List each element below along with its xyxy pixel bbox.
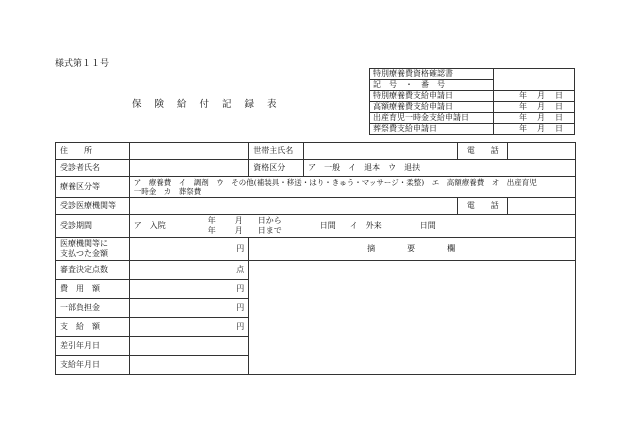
cert-label-childbirth-date: 出産育児一時金支給申請日 (370, 113, 494, 124)
institution-phone-field[interactable] (508, 198, 576, 215)
cert-value-qualification[interactable] (494, 69, 575, 91)
cost-label: 費 用 額 (56, 280, 130, 299)
institution-label: 受診医療機関等 (56, 198, 130, 215)
pay-date-field[interactable] (129, 356, 248, 375)
cert-value-special-date[interactable]: 年 月 日 (494, 91, 575, 102)
review-points-field[interactable]: 点 (129, 261, 248, 280)
cert-label-high-cost-date: 高額療養費支給申請日 (370, 102, 494, 113)
address-label: 住 所 (56, 143, 130, 160)
category-label: 療養区分等 (56, 177, 130, 198)
deduct-date-field[interactable] (129, 337, 248, 356)
category-options-line1: ア 療養費 イ 調剤 ウ その他(補装具・移送・はり・きゅう・マッサージ・柔整) エ 高額療養費 オ 出産育児 (133, 178, 537, 187)
period-year-2: 年 (207, 226, 216, 235)
payment-label: 支 給 額 (56, 318, 130, 337)
cert-label-funeral-date: 葬祭費支給申請日 (370, 124, 494, 135)
review-points-label: 審査決定点数 (56, 261, 130, 280)
paid-amount-label: 医療機関等に 支払つた金額 (56, 238, 130, 261)
cert-label-qualification: 特別療養費資格確認書 (370, 69, 494, 80)
cert-value-high-cost-date[interactable]: 年 月 日 (494, 102, 575, 113)
period-month-1: 月 (234, 216, 243, 225)
cert-label-special-date: 特別療養費支給申請日 (370, 91, 494, 102)
phone-label: 電 話 (458, 143, 508, 160)
cert-label-number: 記 号 ・ 番 号 (370, 80, 494, 91)
period-inpatient: ア 入院 (133, 221, 166, 230)
qualification-options[interactable]: ア 一般 イ 退本 ウ 退扶 (304, 160, 576, 177)
period-label: 受診期間 (56, 215, 130, 238)
copay-field[interactable]: 円 (129, 299, 248, 318)
document-title: 保険給付記録表 (132, 99, 290, 110)
recipient-label: 受診者氏名 (56, 160, 130, 177)
period-field[interactable] (129, 215, 575, 238)
institution-phone-label: 電 話 (458, 198, 508, 215)
period-month-2: 月 (234, 226, 243, 235)
pay-date-label: 支給年月日 (56, 356, 130, 375)
qualification-label: 資格区分 (249, 160, 304, 177)
period-days-1: 日間 (319, 221, 336, 230)
period-outpatient: イ 外来 (349, 221, 382, 230)
period-to: 日まで (257, 226, 282, 235)
certification-box (369, 68, 575, 135)
address-field[interactable] (129, 143, 248, 160)
form-number: 様式第１１号 (55, 59, 110, 69)
institution-field[interactable] (129, 198, 458, 215)
cert-value-funeral-date[interactable]: 年 月 日 (494, 124, 575, 135)
category-options-line2: 一時金 カ 葬祭費 (133, 187, 202, 196)
remarks-label: 摘 要 欄 (249, 238, 576, 261)
copay-label: 一部負担金 (56, 299, 130, 318)
phone-field[interactable] (508, 143, 576, 160)
householder-label: 世帯主氏名 (249, 143, 304, 160)
category-options[interactable] (129, 177, 575, 198)
period-from: 日から (257, 216, 282, 225)
period-year-1: 年 (207, 216, 216, 225)
payment-field[interactable]: 円 (129, 318, 248, 337)
householder-field[interactable] (304, 143, 458, 160)
remarks-field[interactable] (249, 261, 576, 375)
cert-value-childbirth-date[interactable]: 年 月 日 (494, 113, 575, 124)
period-days-2: 日間 (419, 221, 436, 230)
recipient-field[interactable] (129, 160, 248, 177)
benefit-record-table (55, 142, 576, 375)
paid-amount-field[interactable]: 円 (129, 238, 248, 261)
cost-field[interactable]: 円 (129, 280, 248, 299)
deduct-date-label: 差引年月日 (56, 337, 130, 356)
